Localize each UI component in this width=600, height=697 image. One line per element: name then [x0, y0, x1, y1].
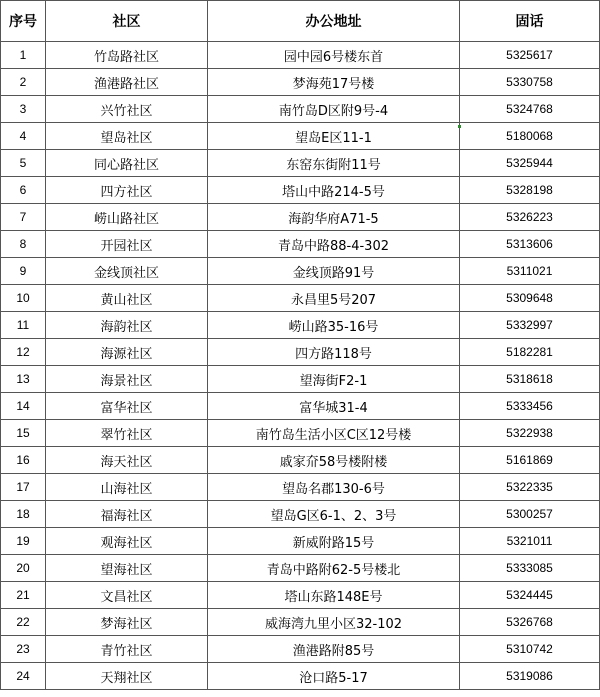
table-row: [1, 69, 600, 96]
row-community-cell: 福海社区: [46, 501, 208, 528]
table-row: [1, 339, 600, 366]
row-seq-cell: 2: [1, 69, 46, 96]
row-community-cell: 富华社区: [46, 393, 208, 420]
row-phone-cell: 5324445: [460, 582, 600, 609]
table-row: [1, 501, 600, 528]
row-phone-cell: 5325944: [460, 150, 600, 177]
row-phone-cell: 5318618: [460, 366, 600, 393]
row-phone-cell: 5324768: [460, 96, 600, 123]
row-address-cell: 威海湾九里小区32-102: [208, 609, 460, 636]
header-row: [1, 1, 600, 42]
row-community-cell: 观海社区: [46, 528, 208, 555]
row-seq-cell: 10: [1, 285, 46, 312]
row-address-cell: 塔山中路214-5号: [208, 177, 460, 204]
row-seq-cell: 24: [1, 663, 46, 690]
row-community-cell: 青竹社区: [46, 636, 208, 663]
row-seq-cell: 16: [1, 447, 46, 474]
row-address-cell: 崂山路35-16号: [208, 312, 460, 339]
row-community-cell: 天翔社区: [46, 663, 208, 690]
row-community-cell: 文昌社区: [46, 582, 208, 609]
row-seq-cell: 7: [1, 204, 46, 231]
row-community-cell: 黄山社区: [46, 285, 208, 312]
row-phone-cell: 5311021: [460, 258, 600, 285]
row-phone-cell: 5321011: [460, 528, 600, 555]
row-address-cell: 青岛中路88-4-302: [208, 231, 460, 258]
row-address-cell: 望岛E区11-1: [208, 123, 460, 150]
row-seq-cell: 14: [1, 393, 46, 420]
row-community-cell: 竹岛路社区: [46, 42, 208, 69]
row-address-cell: 青岛中路附62-5号楼北: [208, 555, 460, 582]
row-phone-cell: 5182281: [460, 339, 600, 366]
header-address: 办公地址: [208, 1, 460, 42]
table-row: [1, 231, 600, 258]
table-row: [1, 366, 600, 393]
row-community-cell: 翠竹社区: [46, 420, 208, 447]
row-phone-cell: 5325617: [460, 42, 600, 69]
row-phone-cell: 5333085: [460, 555, 600, 582]
row-community-cell: 开园社区: [46, 231, 208, 258]
row-seq-cell: 20: [1, 555, 46, 582]
row-community-cell: 海韵社区: [46, 312, 208, 339]
row-address-cell: 望岛名郡130-6号: [208, 474, 460, 501]
table-row: [1, 42, 600, 69]
row-address-cell: 东窑东街附11号: [208, 150, 460, 177]
row-phone-cell: 5332997: [460, 312, 600, 339]
row-seq-cell: 9: [1, 258, 46, 285]
row-phone-cell: 5161869: [460, 447, 600, 474]
row-community-cell: 同心路社区: [46, 150, 208, 177]
row-phone-cell: 5310742: [460, 636, 600, 663]
header-community: 社区: [46, 1, 208, 42]
row-phone-cell: 5300257: [460, 501, 600, 528]
row-phone-cell: 5180068: [460, 123, 600, 150]
table-row: [1, 636, 600, 663]
row-address-cell: 园中园6号楼东首: [208, 42, 460, 69]
row-phone-cell: 5326223: [460, 204, 600, 231]
row-phone-cell: 5333456: [460, 393, 600, 420]
row-community-cell: 海源社区: [46, 339, 208, 366]
row-seq-cell: 6: [1, 177, 46, 204]
row-address-cell: 海韵华府A71-5: [208, 204, 460, 231]
table-row: [1, 555, 600, 582]
row-community-cell: 海景社区: [46, 366, 208, 393]
header-phone: 固话: [460, 1, 600, 42]
row-address-cell: 塔山东路148E号: [208, 582, 460, 609]
row-community-cell: 渔港路社区: [46, 69, 208, 96]
row-seq-cell: 21: [1, 582, 46, 609]
table-row: [1, 312, 600, 339]
table-row: [1, 204, 600, 231]
row-address-cell: 望海街F2-1: [208, 366, 460, 393]
row-phone-cell: 5313606: [460, 231, 600, 258]
row-community-cell: 海天社区: [46, 447, 208, 474]
table-row: [1, 96, 600, 123]
table-row: [1, 393, 600, 420]
row-seq-cell: 1: [1, 42, 46, 69]
table-row: [1, 528, 600, 555]
row-seq-cell: 5: [1, 150, 46, 177]
row-address-cell: 永昌里5号207: [208, 285, 460, 312]
row-seq-cell: 15: [1, 420, 46, 447]
row-phone-cell: 5328198: [460, 177, 600, 204]
row-address-cell: 渔港路附85号: [208, 636, 460, 663]
table-body: [1, 42, 600, 690]
table-row: [1, 420, 600, 447]
row-phone-cell: 5322938: [460, 420, 600, 447]
cell-selection-marker: [458, 125, 461, 128]
row-seq-cell: 11: [1, 312, 46, 339]
row-phone-cell: 5326768: [460, 609, 600, 636]
table-row: [1, 150, 600, 177]
row-phone-cell: 5330758: [460, 69, 600, 96]
row-community-cell: 望岛社区: [46, 123, 208, 150]
table-row: [1, 474, 600, 501]
row-address-cell: 南竹岛生活小区C区12号楼: [208, 420, 460, 447]
row-address-cell: 四方路118号: [208, 339, 460, 366]
row-seq-cell: 23: [1, 636, 46, 663]
row-community-cell: 山海社区: [46, 474, 208, 501]
row-seq-cell: 4: [1, 123, 46, 150]
row-community-cell: 四方社区: [46, 177, 208, 204]
row-address-cell: 金线顶路91号: [208, 258, 460, 285]
row-community-cell: 望海社区: [46, 555, 208, 582]
row-address-cell: 富华城31-4: [208, 393, 460, 420]
table-row: [1, 285, 600, 312]
row-seq-cell: 13: [1, 366, 46, 393]
row-address-cell: 梦海苑17号楼: [208, 69, 460, 96]
row-address-cell: 沧口路5-17: [208, 663, 460, 690]
row-seq-cell: 22: [1, 609, 46, 636]
table-row: [1, 177, 600, 204]
row-community-cell: 崂山路社区: [46, 204, 208, 231]
row-seq-cell: 17: [1, 474, 46, 501]
row-community-cell: 金线顶社区: [46, 258, 208, 285]
row-seq-cell: 8: [1, 231, 46, 258]
row-community-cell: 兴竹社区: [46, 96, 208, 123]
header-seq: 序号: [1, 1, 46, 42]
table-row: [1, 447, 600, 474]
row-community-cell: 梦海社区: [46, 609, 208, 636]
row-address-cell: 望岛G区6-1、2、3号: [208, 501, 460, 528]
table-row: [1, 258, 600, 285]
table-row: [1, 609, 600, 636]
row-phone-cell: 5319086: [460, 663, 600, 690]
row-seq-cell: 18: [1, 501, 46, 528]
row-address-cell: 戚家夼58号楼附楼: [208, 447, 460, 474]
row-phone-cell: 5309648: [460, 285, 600, 312]
row-seq-cell: 12: [1, 339, 46, 366]
row-address-cell: 南竹岛D区附9号-4: [208, 96, 460, 123]
row-phone-cell: 5322335: [460, 474, 600, 501]
row-seq-cell: 3: [1, 96, 46, 123]
table-row: [1, 123, 600, 150]
row-address-cell: 新威附路15号: [208, 528, 460, 555]
table-row: [1, 582, 600, 609]
table-row: [1, 663, 600, 690]
row-seq-cell: 19: [1, 528, 46, 555]
